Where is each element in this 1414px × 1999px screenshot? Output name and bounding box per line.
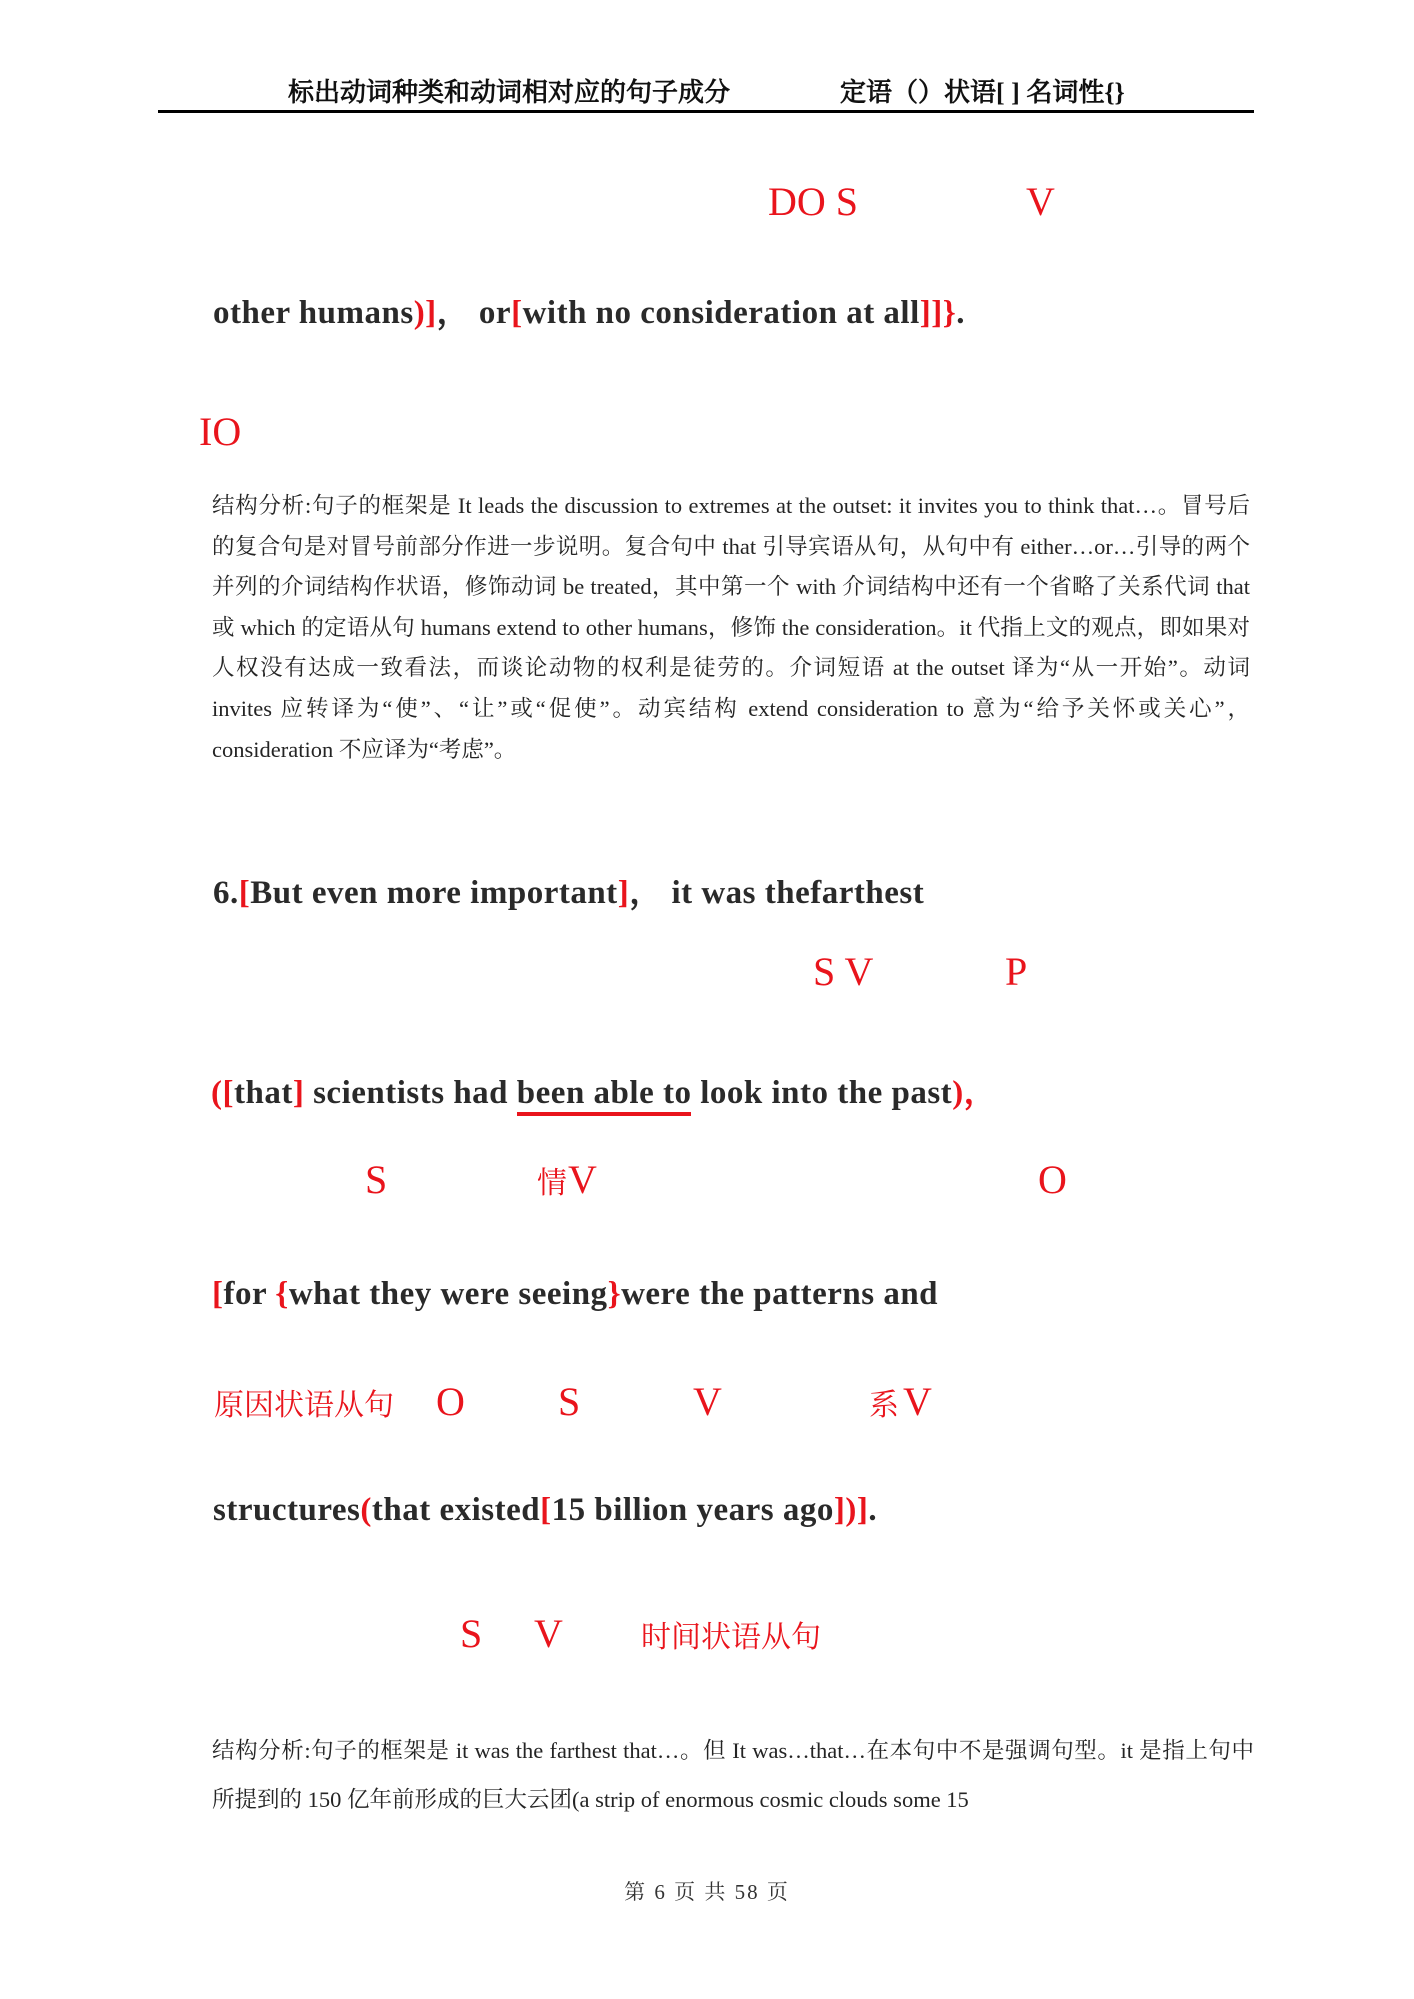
sentence-4-text: structures (213, 1492, 361, 1528)
header-left-title: 标出动词种类和动词相对应的句子成分 (288, 78, 731, 107)
sentence-6-text: But even more important (250, 875, 618, 911)
analysis-paragraph-1: 结构分析:句子的框架是 It leads the discussion to extremes at the outset: it invites you to think that…。冒号后的复合句是对冒号前部分作进一步说明。复合句中 that 引导宾语从句，从句中有 either…or…引导的两个并列的介词结构作状语，修饰动词 be treated，其中第一个 with 介词结构中还有一个省略了关系代词 that 或 which 的定语从句 humans extend to other humans，修饰 the consideration。it 代指上文的观点，即如果对人权没有达成一致看法，而谈论动物的权利是徒劳的。介词短语 at the outset 译为“从一开始”。动词 invites 应转译为“使”、“让”或“促使”。动宾结构 extend consideration to 意为“给予关怀或关心”，consideration 不应译为“考虑”。 (212, 493, 1250, 762)
sentence-2-bracket: ] (292, 1075, 305, 1111)
sentence-line-3 (212, 1276, 938, 1313)
sentence-4-bracket: [ (540, 1492, 552, 1528)
sentence-6-text: ， it was thefarthest (629, 875, 925, 911)
annotation-s: S (460, 1611, 483, 1656)
annotation-modal-label: 情 (537, 1167, 567, 1200)
sentence-6-bracket: [ (238, 875, 251, 911)
sentence-6-number: 6. (213, 875, 239, 911)
analysis-paragraph-2: 结构分析:句子的框架是 it was the farthest that…。但 It was…that…在本句中不是强调句型。it 是指上句中所提到的 150 亿年前形成的巨大云团(a strip of enormous cosmic clouds some 15 (212, 1738, 1254, 1812)
sentence-1-bracket: )] (413, 295, 437, 331)
sentence-3-text: for (223, 1276, 276, 1312)
annotation-o: O (436, 1379, 465, 1424)
sentence-2-text: look into the past (691, 1075, 953, 1111)
sentence-4-text: 15 billion years ago (551, 1492, 834, 1528)
sentence-3-text: what they were seeing (288, 1276, 608, 1312)
sentence-3-text: were the patterns and (621, 1276, 939, 1312)
sentence-1-text: . (956, 295, 966, 331)
sentence-line-4 (213, 1492, 877, 1529)
annotation-v: V (1026, 179, 1055, 224)
annotation-reason-clause-label: 原因状语从句 (214, 1389, 394, 1422)
annotation-linking-label: 系 (869, 1389, 899, 1422)
header-legend: 定语（）状语[ ] 名词性{} (840, 78, 1125, 107)
sentence-2-bracket: [ (222, 1075, 234, 1111)
sentence-1-text: ， or (436, 295, 512, 331)
annotation-v: V (568, 1157, 597, 1202)
sentence-4-bracket: ( (360, 1492, 372, 1528)
sentence-4-text: that existed (371, 1492, 541, 1528)
sentence-2-bracket: ( (211, 1075, 223, 1111)
sentence-2-text: that (234, 1075, 293, 1111)
sentence-line-2 (211, 1066, 997, 1113)
sentence-6-heading (213, 866, 924, 913)
annotation-s: S (558, 1379, 581, 1424)
sentence-1-text: with no consideration at all (522, 295, 920, 331)
sentence-4-text: . (868, 1492, 878, 1528)
sentence-line-1 (213, 286, 965, 333)
sentence-1-text: other humans (213, 295, 414, 331)
header-rule (158, 110, 1254, 113)
annotation-s: S (365, 1157, 388, 1202)
annotation-v: V (693, 1379, 722, 1424)
sentence-1-bracket: ]]} (919, 295, 957, 331)
sentence-3-brace: { (275, 1276, 289, 1312)
page-number-footer: 第 6 页 共 58 页 (624, 1880, 790, 1904)
annotation-v: V (903, 1379, 932, 1424)
sentence-1-bracket: [ (511, 295, 523, 331)
sentence-2-bracket: )， (952, 1075, 998, 1111)
annotation-p: P (1005, 949, 1028, 994)
sentence-2-text: scientists had (304, 1075, 517, 1111)
annotation-io: IO (199, 409, 242, 454)
annotation-do-s: DO S (768, 179, 859, 224)
sentence-3-bracket: [ (212, 1276, 224, 1312)
sentence-2-underlined-text: been able to (517, 1075, 692, 1116)
sentence-6-bracket: ] (617, 875, 630, 911)
annotation-s-v: S V (813, 949, 874, 994)
annotation-time-clause-label: 时间状语从句 (641, 1621, 821, 1654)
annotation-o: O (1038, 1157, 1067, 1202)
sentence-3-brace: } (607, 1276, 622, 1312)
sentence-4-bracket: ])] (833, 1492, 869, 1528)
annotation-v: V (534, 1611, 563, 1656)
